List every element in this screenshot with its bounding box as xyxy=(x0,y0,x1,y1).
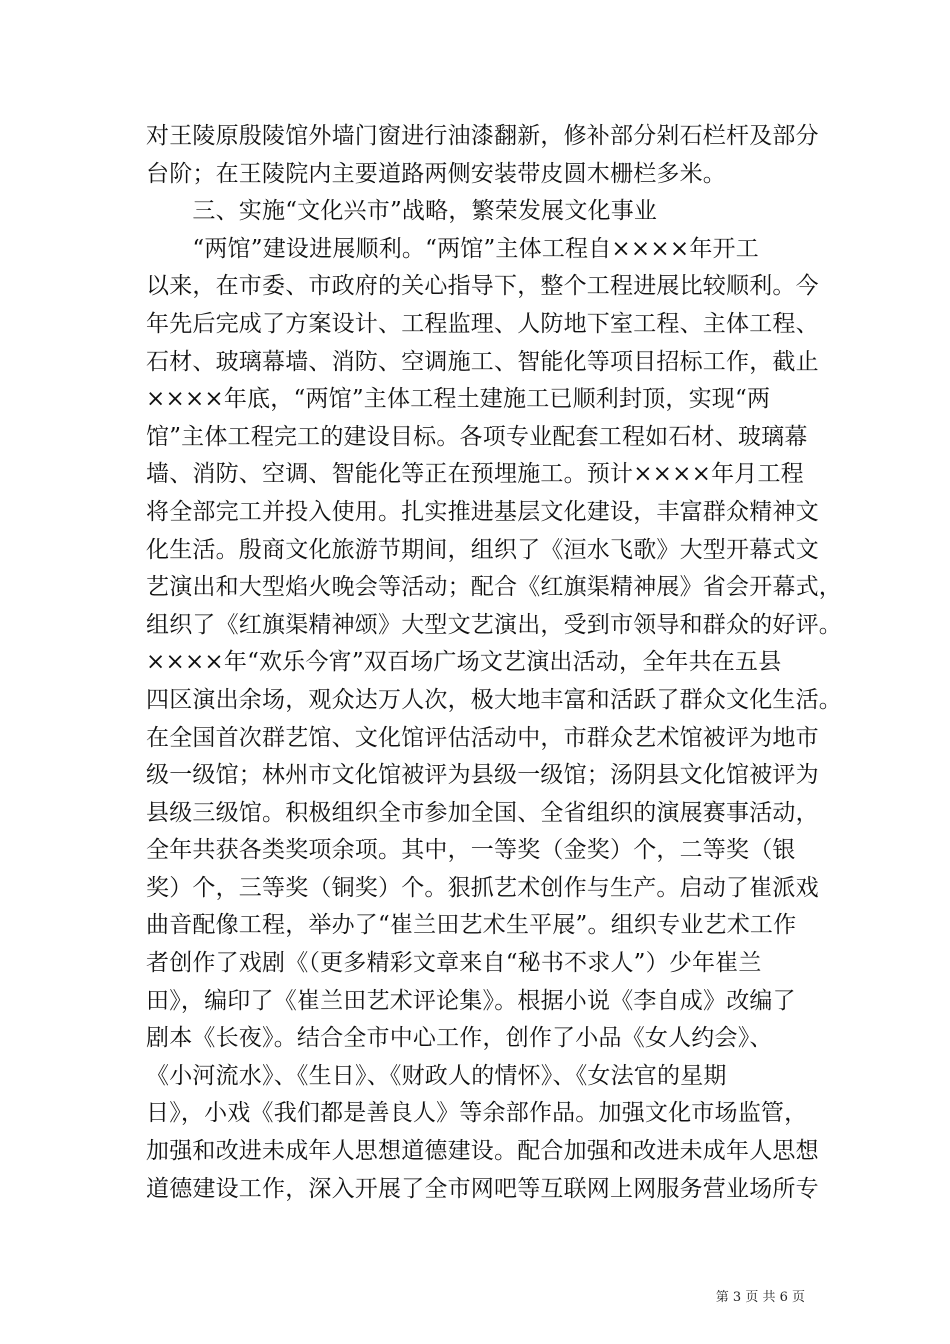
text-line-11: 将全部完工并投入使用。扎实推进基层文化建设，丰富群众精神文 xyxy=(146,498,819,525)
text-line-2: 台阶；在王陵院内主要道路两侧安装带皮圆木栅栏多米。 xyxy=(146,160,726,187)
text-line-17: 在全国首次群艺馆、文化馆评估活动中，市群众艺术馆被评为地市 xyxy=(146,724,819,751)
text-line-19: 县级三级馆。积极组织全市参加全国、全省组织的演展赛事活动， xyxy=(146,799,819,826)
text-line-29: 道德建设工作，深入开展了全市网吧等互联网上网服务营业场所专 xyxy=(146,1175,819,1202)
text-line-7: 石材、玻璃幕墙、消防、空调施工、智能化等项目招标工作，截止 xyxy=(146,348,819,375)
text-line-5: 以来，在市委、市政府的关心指导下，整个工程进展比较顺利。今 xyxy=(146,273,819,300)
text-line-8: ××××年底，“两馆”主体工程土建施工已顺利封顶，实现“两 xyxy=(146,386,771,413)
text-line-6: 年先后完成了方案设计、工程监理、人防地下室工程、主体工程、 xyxy=(146,310,819,337)
text-line-9: 馆”主体工程完工的建设目标。各项专业配套工程如石材、玻璃幕 xyxy=(146,423,808,450)
text-line-15: ××××年“欢乐今宵”双百场广场文艺演出活动，全年共在五县 xyxy=(146,649,782,676)
page-number: 第 3 页 共 6 页 xyxy=(715,1290,805,1305)
text-line-16: 四区演出余场，观众达万人次，极大地丰富和活跃了群众文化生活。 xyxy=(146,686,842,713)
text-line-22: 曲音配像工程，举办了“崔兰田艺术生平展”。组织专业艺术工作 xyxy=(146,912,797,939)
text-line-10: 墙、消防、空调、智能化等正在预埋施工。预计××××年月工程 xyxy=(146,461,804,488)
text-line-23: 者创作了戏剧《（更多精彩文章来自“秘书不求人”）少年崔兰 xyxy=(146,950,762,977)
body-text xyxy=(146,118,842,1208)
text-line-28: 加强和改进未成年人思想道德建设。配合加强和改进未成年人思想 xyxy=(146,1138,819,1165)
text-line-1: 对王陵原殷陵馆外墙门窗进行油漆翻新，修补部分剁石栏杆及部分 xyxy=(146,123,819,149)
text-line-27: 日》，小戏《我们都是善良人》等余部作品。加强文化市场监管， xyxy=(146,1100,808,1127)
section-heading: 三、实施“文化兴市”战略，繁荣发展文化事业 xyxy=(146,198,658,225)
text-line-21: 奖）个，三等奖（铜奖）个。狠抓艺术创作与生产。启动了崔派戏 xyxy=(146,874,819,901)
text-line-14: 组织了《红旗渠精神颂》大型文艺演出，受到市领导和群众的好评。 xyxy=(146,611,842,638)
text-line-13: 艺演出和大型焰火晚会等活动；配合《红旗渠精神展》省会开幕式， xyxy=(146,574,842,601)
text-line-12: 化生活。殷商文化旅游节期间，组织了《洹水飞歌》大型开幕式文 xyxy=(146,536,819,563)
text-line-25: 剧本《长夜》。结合全市中心工作，创作了小品《女人约会》、 xyxy=(146,1025,773,1052)
text-line-18: 级一级馆；林州市文化馆被评为县级一级馆；汤阴县文化馆被评为 xyxy=(146,762,819,789)
text-line-20: 全年共获各类奖项余项。其中，一等奖（金奖）个，二等奖（银 xyxy=(146,837,796,864)
text-line-4: “两馆”建设进展顺利。“两馆”主体工程自××××年开工 xyxy=(146,235,759,262)
text-line-24: 田》，编印了《崔兰田艺术评论集》。根据小说《李自成》改编了 xyxy=(146,987,796,1014)
text-line-26: 《小河流水》、《生日》、《财政人的情怀》、《女法官的星期 xyxy=(146,1062,727,1089)
